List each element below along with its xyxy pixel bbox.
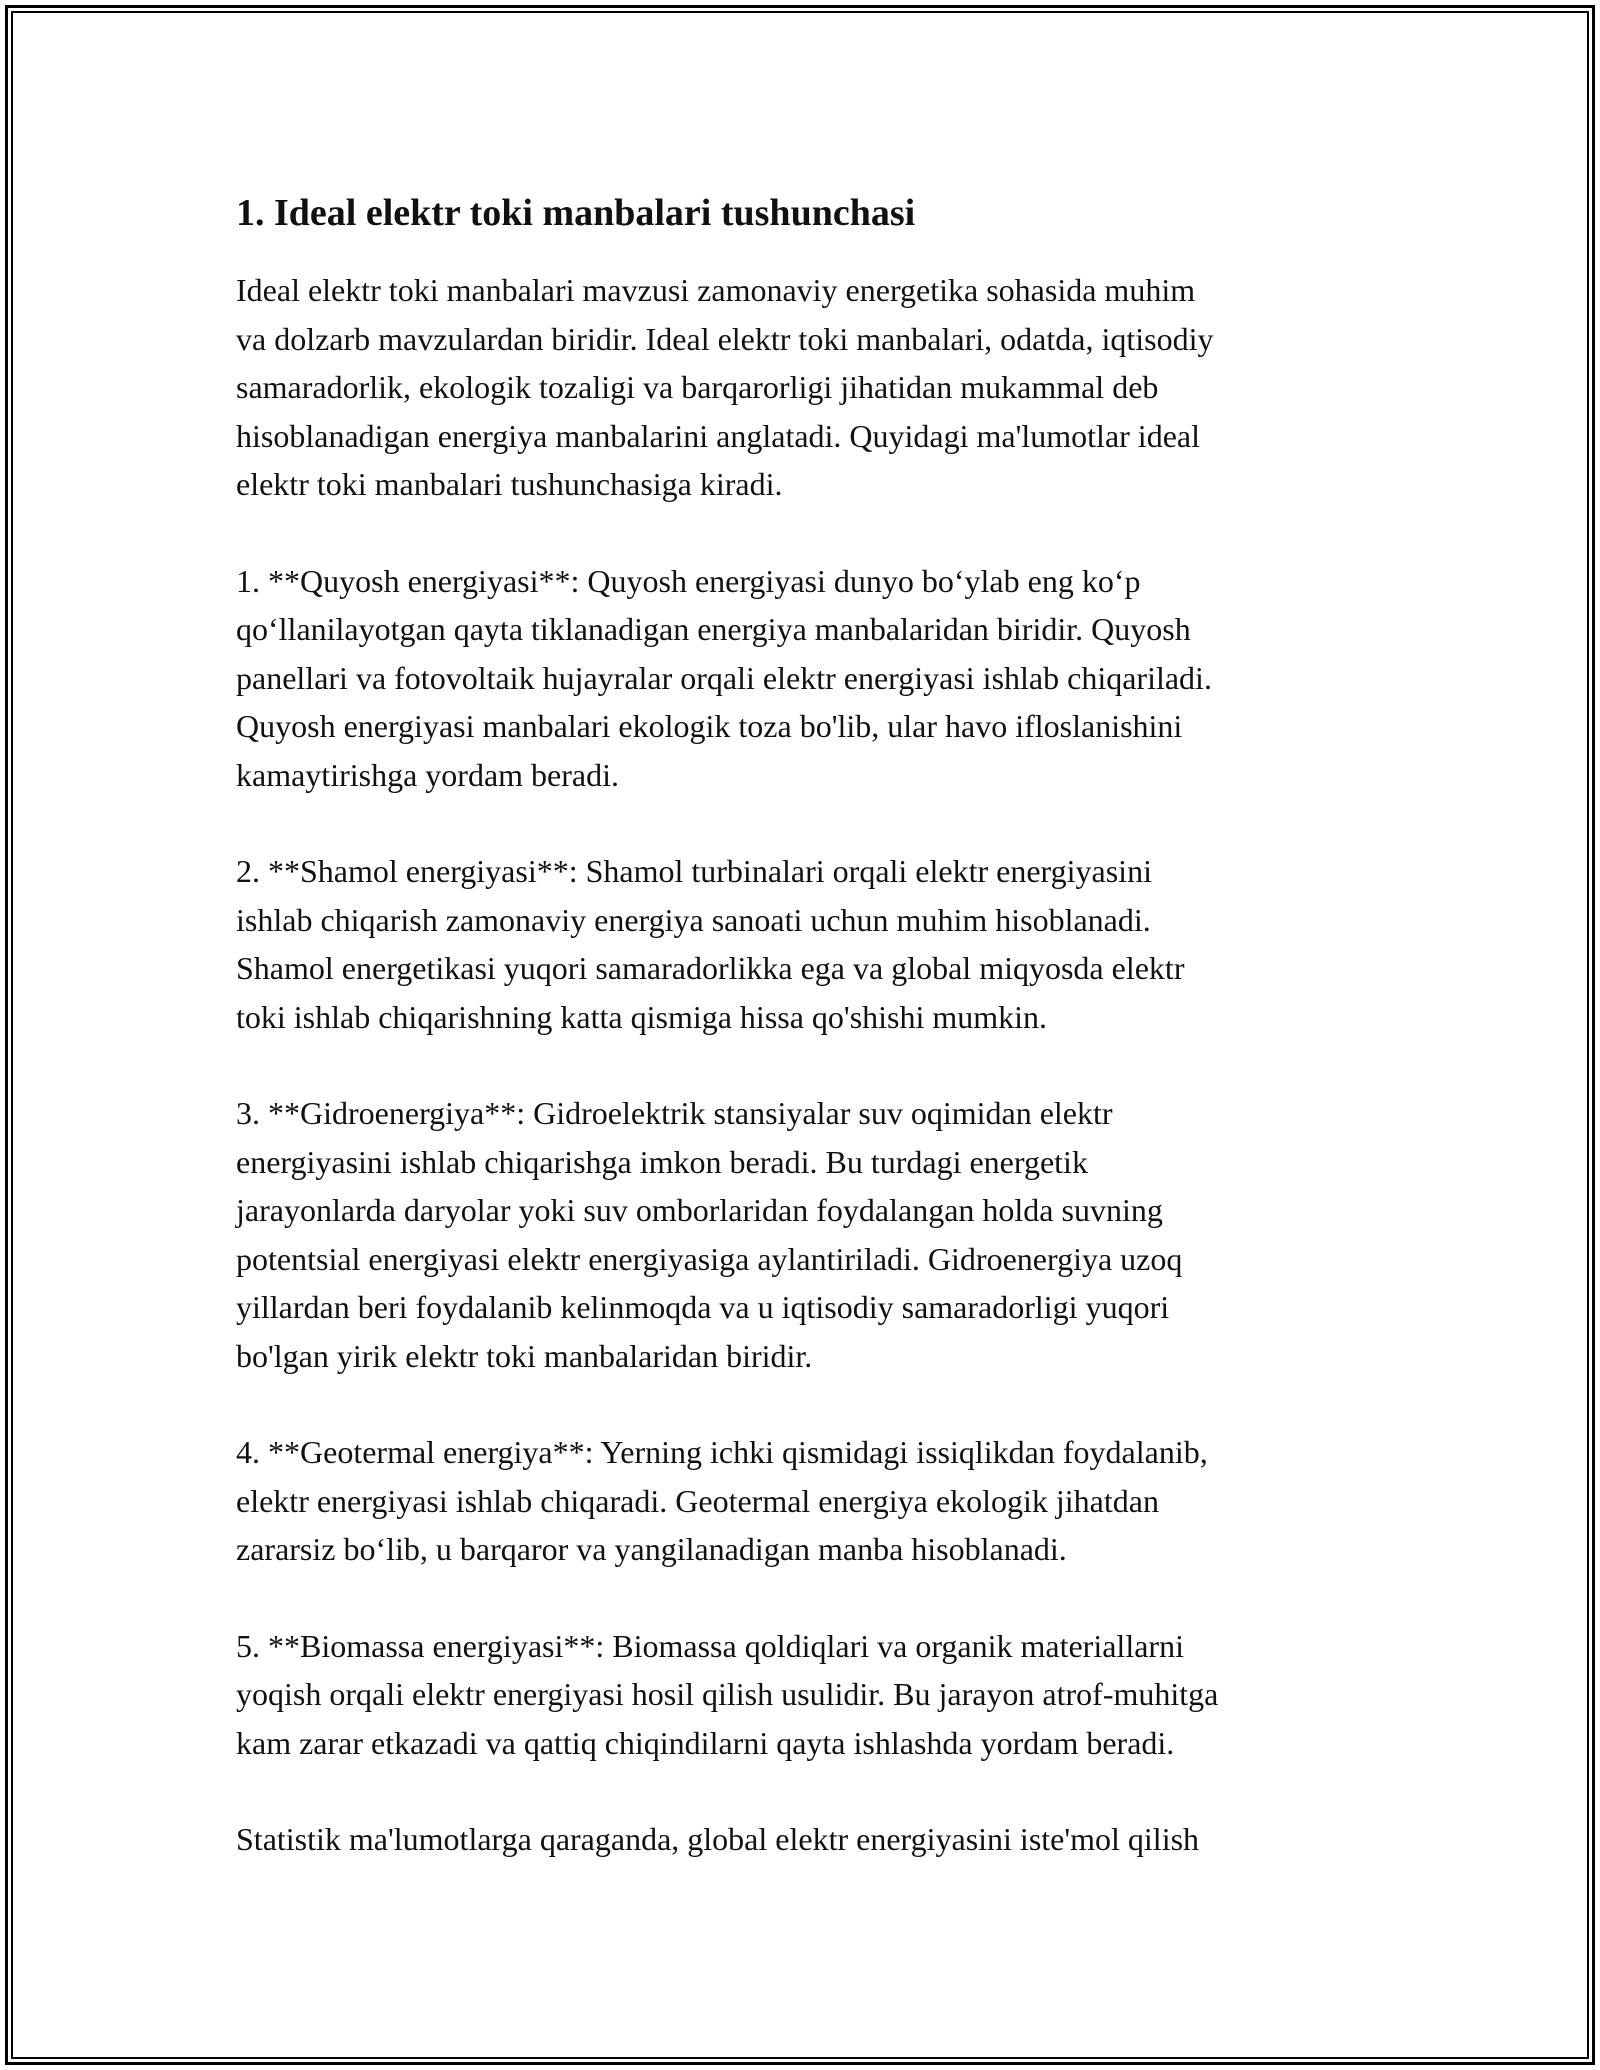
geothermal-energy-paragraph: 4. **Geotermal energiya**: Yerning ichki qismidagi issiqlikdan foydalanib, elektr energiyasi ishlab chiqaradi. Geotermal energiya ekologik jihatdan zararsiz bo‘lib, u barqaror va yangilanadigan manba hisoblanadi.	[236, 1434, 1208, 1567]
intro-paragraph: Ideal elektr toki manbalari mavzusi zamonaviy energetika sohasida muhim va dolzarb mavzulardan biridir. Ideal elektr toki manbalari, odatda, iqtisodiy samaradorlik, ekologik tozaligi va barqarorligi jihatidan mukammal deb hisoblanadigan energiya manbalarini anglatadi. Quyidagi ma'lumotlar ideal elektr toki manbalari tushunchasiga kiradi.	[236, 272, 1214, 502]
biomass-energy-paragraph: 5. **Biomassa energiyasi**: Biomassa qoldiqlari va organik materiallarni yoqish orqali elektr energiyasi hosil qilish usulidir. Bu jarayon atrof-muhitga kam zarar etkazadi va qattiq chiqindilarni qayta ishlashda yordam beradi.	[236, 1627, 1219, 1761]
solar-energy-paragraph: 1. **Quyosh energiyasi**: Quyosh energiyasi dunyo bo‘ylab eng ko‘p qo‘llanilayotgan qayta tiklanadigan energiya manbalaridan biridir. Quyosh panellari va fotovoltaik hujayralar orqali elektr energiyasi ishlab chiqariladi. Quyosh energiyasi manbalari ekologik toza bo'lib, ular havo ifloslanishini kamaytirishga yordam beradi.	[236, 562, 1212, 793]
section-heading: 1. Ideal elektr toki manbalari tushunchasi	[236, 192, 916, 234]
hydro-energy-paragraph: 3. **Gidroenergiya**: Gidroelektrik stansiyalar suv oqimidan elektr energiyasini ishlab chiqarishga imkon beradi. Bu turdagi energetik jarayonlarda daryolar yoki suv omborlaridan foydalangan holda suvning potentsial energiyasi elektr energiyasiga aylantiriladi. Gidroenergiya uzoq yillardan beri foydalanib kelinmoqda va u iqtisodiy samaradorligi yuqori bo'lgan yirik elektr toki manbalaridan biridir.	[236, 1095, 1183, 1374]
statistics-paragraph: Statistik ma'lumotlarga qaraganda, global elektr energiyasini iste'mol qilish	[236, 1821, 1200, 1857]
document-body	[236, 186, 1376, 1912]
wind-energy-paragraph: 2. **Shamol energiyasi**: Shamol turbinalari orqali elektr energiyasini ishlab chiqarish zamonaviy energiya sanoati uchun muhim hisoblanadi. Shamol energetikasi yuqori samaradorlikka ega va global miqyosda elektr toki ishlab chiqarishning katta qismiga hissa qo'shishi mumkin.	[236, 853, 1185, 1035]
